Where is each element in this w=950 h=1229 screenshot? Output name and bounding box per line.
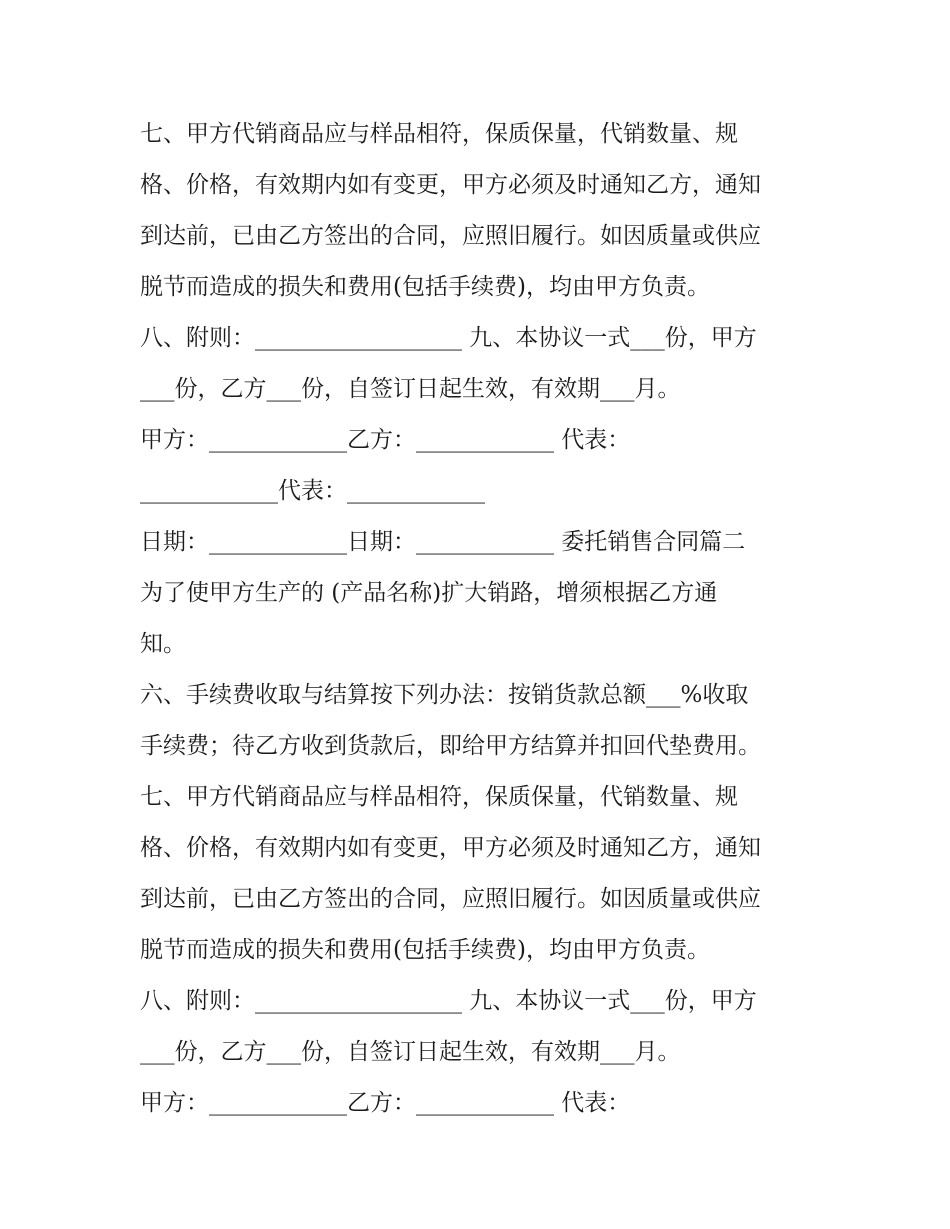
text-line: ____________代表：____________ [140, 478, 485, 504]
text-line: ___份，乙方___份，自签订日起生效，有效期___月。 [140, 1039, 681, 1065]
text-line: 格、价格，有效期内如有变更，甲方必须及时通知乙方，通知 [140, 172, 761, 198]
text-line: 七、甲方代销商品应与样品相符，保质保量，代销数量、规 [140, 121, 738, 147]
text-line: 甲方：____________乙方：____________ 代表： [140, 1090, 631, 1116]
text-line: 手续费；待乙方收到货款后，即给甲方结算并扣回代垫费用。 [140, 733, 761, 759]
text-line: 到达前，已由乙方签出的合同，应照旧履行。如因质量或供应 [140, 886, 761, 912]
document-body [140, 109, 830, 1129]
text-line: 到达前，已由乙方签出的合同，应照旧履行。如因质量或供应 [140, 223, 761, 249]
text-line: 脱节而造成的损失和费用(包括手续费)，均由甲方负责。 [140, 937, 710, 963]
text-line: 六、手续费收取与结算按下列办法：按销货款总额___%收取 [140, 682, 749, 708]
text-line: 知。 [140, 631, 186, 657]
text-line: 八、附则：__________________ 九、本协议一式___份，甲方 [140, 325, 757, 351]
text-line: ___份，乙方___份，自签订日起生效，有效期___月。 [140, 376, 681, 402]
text-line: 八、附则：__________________ 九、本协议一式___份，甲方 [140, 988, 757, 1014]
text-line: 为了使甲方生产的 (产品名称)扩大销路，增须根据乙方通 [140, 580, 718, 606]
text-line: 格、价格，有效期内如有变更，甲方必须及时通知乙方，通知 [140, 835, 761, 861]
text-line: 脱节而造成的损失和费用(包括手续费)，均由甲方负责。 [140, 274, 710, 300]
text-line: 日期：____________日期：____________ 委托销售合同篇二 [140, 529, 746, 555]
text-line: 七、甲方代销商品应与样品相符，保质保量，代销数量、规 [140, 784, 738, 810]
text-line: 甲方：____________乙方：____________ 代表： [140, 427, 631, 453]
